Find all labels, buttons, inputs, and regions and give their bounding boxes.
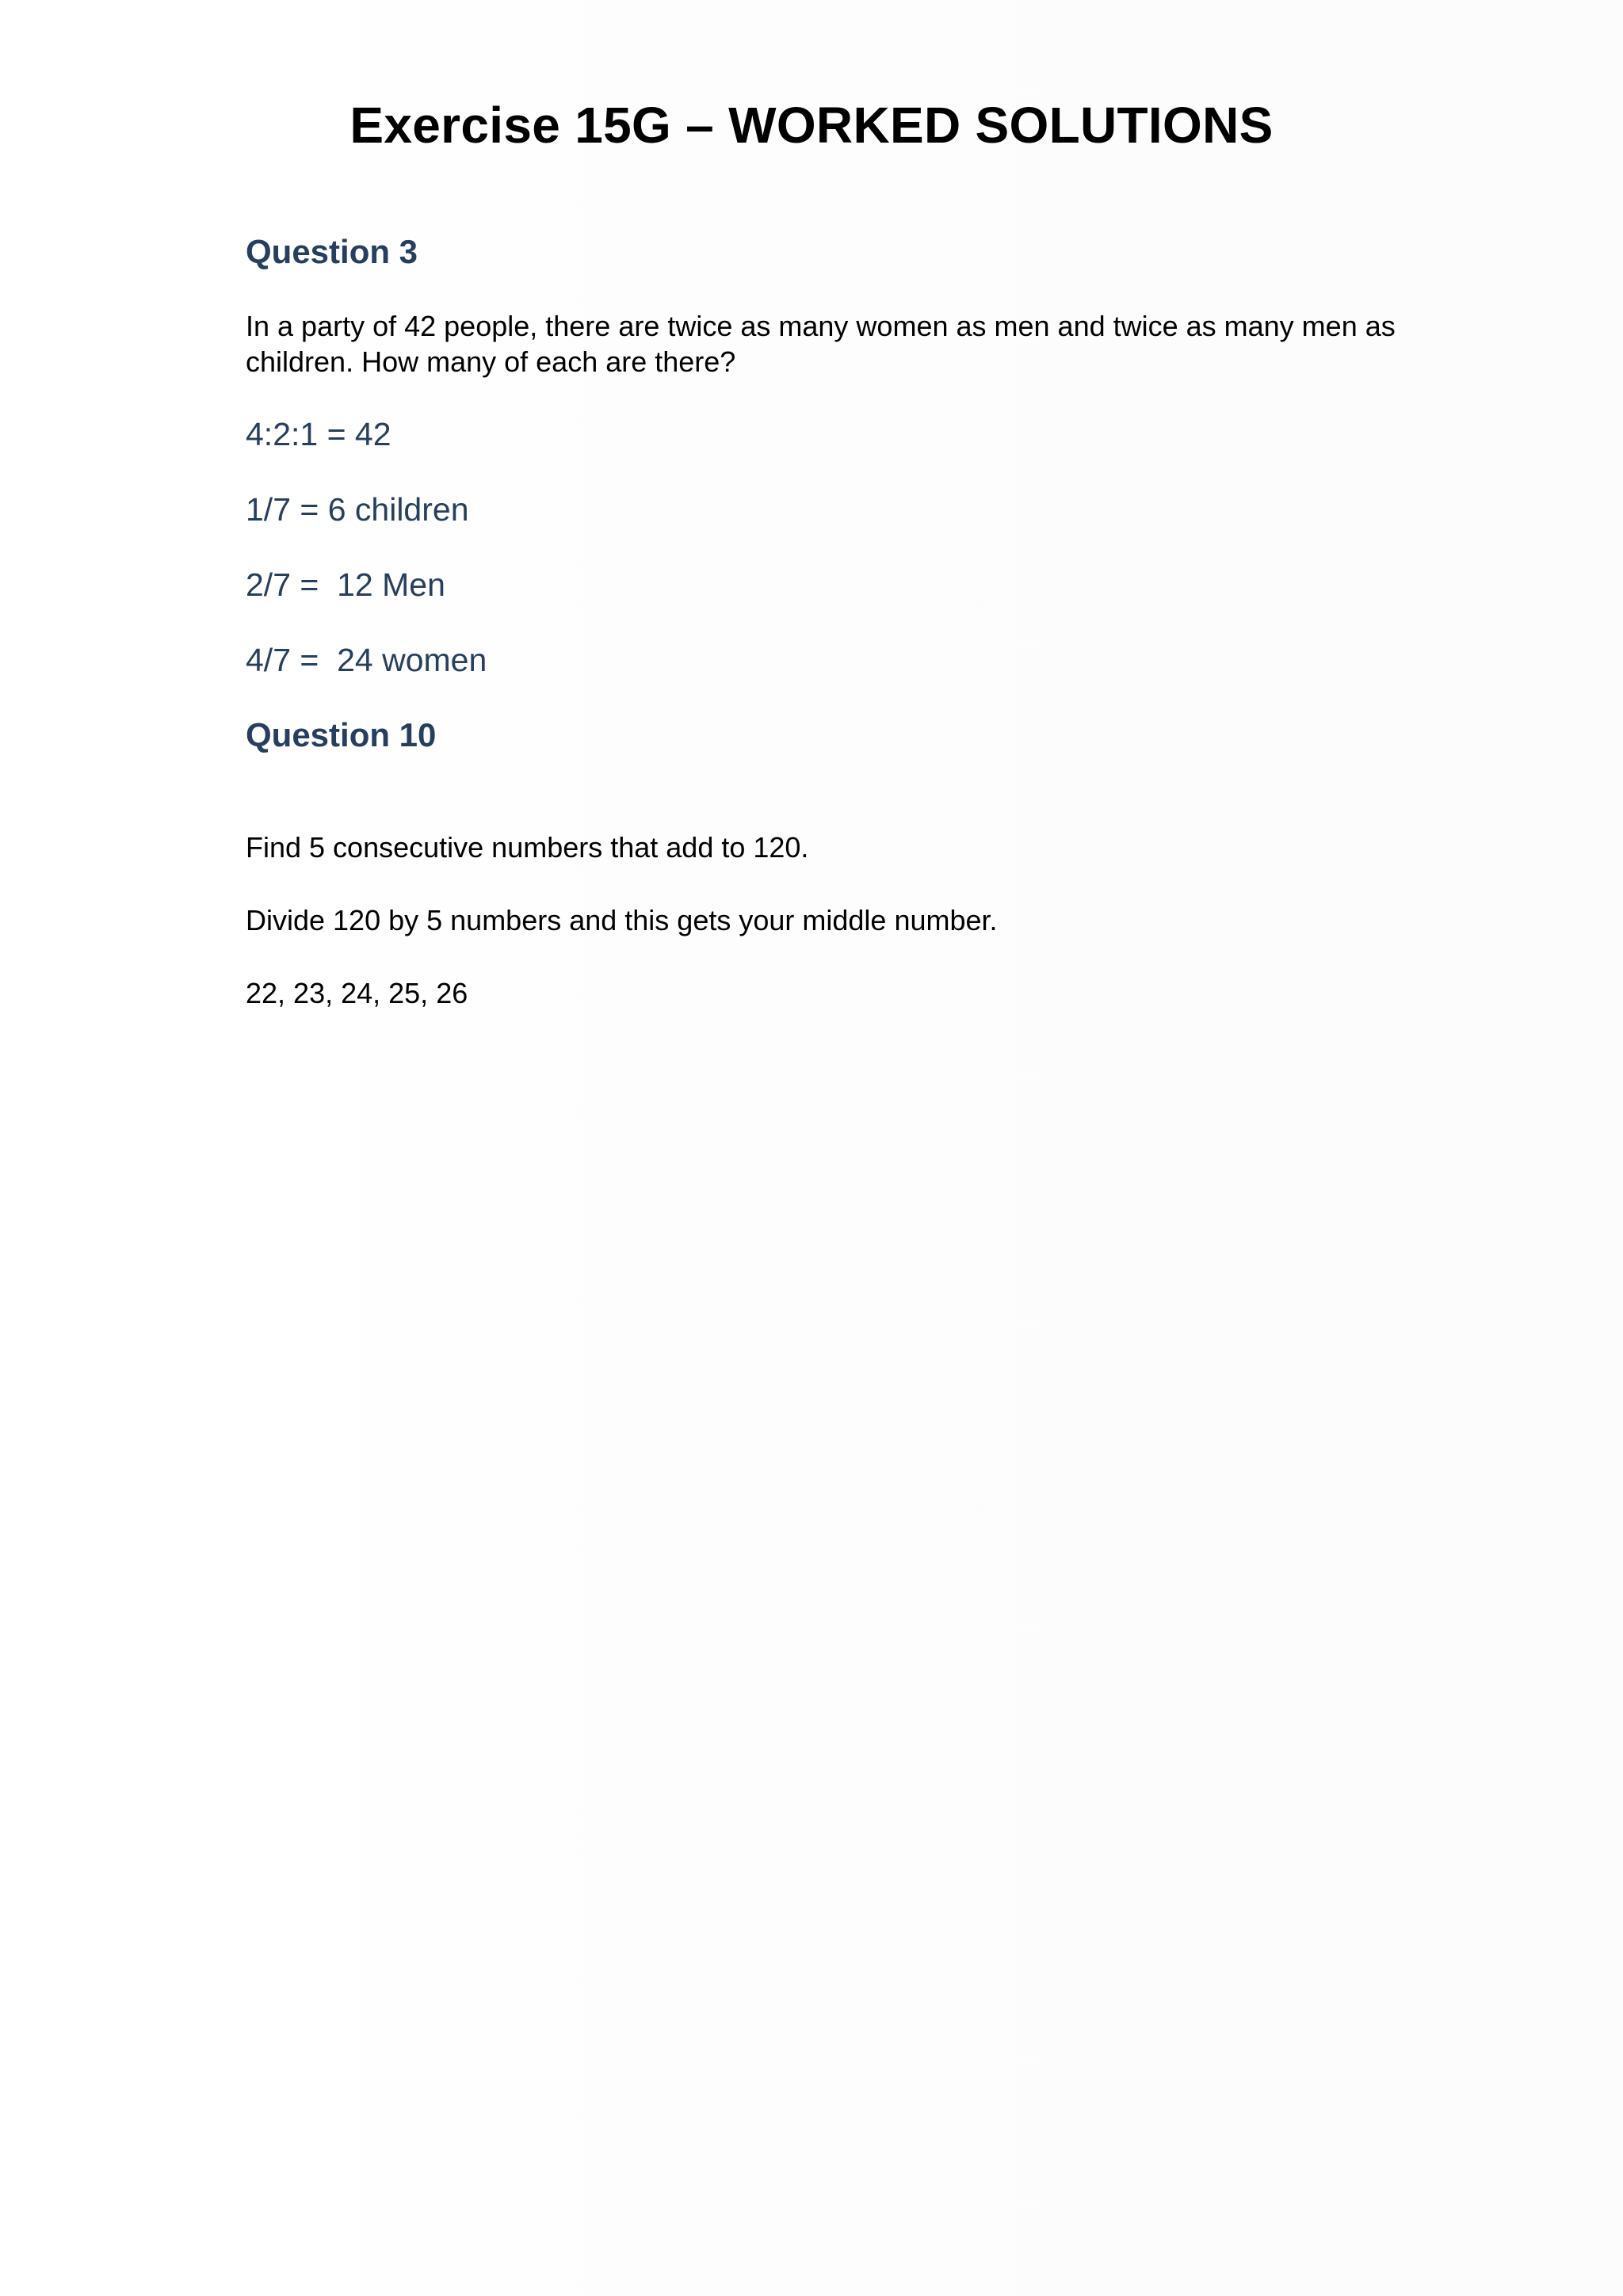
question-3-work-line: 1/7 = 6 children [246,491,469,528]
question-3-prompt: In a party of 42 people, there are twice as many women as men and twice as many men as children. How many of each are there? [246,310,1396,378]
question-10-method: Divide 120 by 5 numbers and this gets your middle number. [246,904,998,936]
question-10-answer: 22, 23, 24, 25, 26 [246,977,468,1009]
question-3-work-line: 2/7 = 12 Men [246,566,445,603]
question-3-work-line: 4:2:1 = 42 [246,416,391,452]
page-title: Exercise 15G – WORKED SOLUTIONS [349,97,1274,154]
question-3-heading: Question 3 [246,233,418,270]
question-10-heading: Question 10 [246,716,437,753]
question-10-prompt: Find 5 consecutive numbers that add to 120. [246,831,809,864]
question-3-work-line: 4/7 = 24 women [246,642,487,678]
